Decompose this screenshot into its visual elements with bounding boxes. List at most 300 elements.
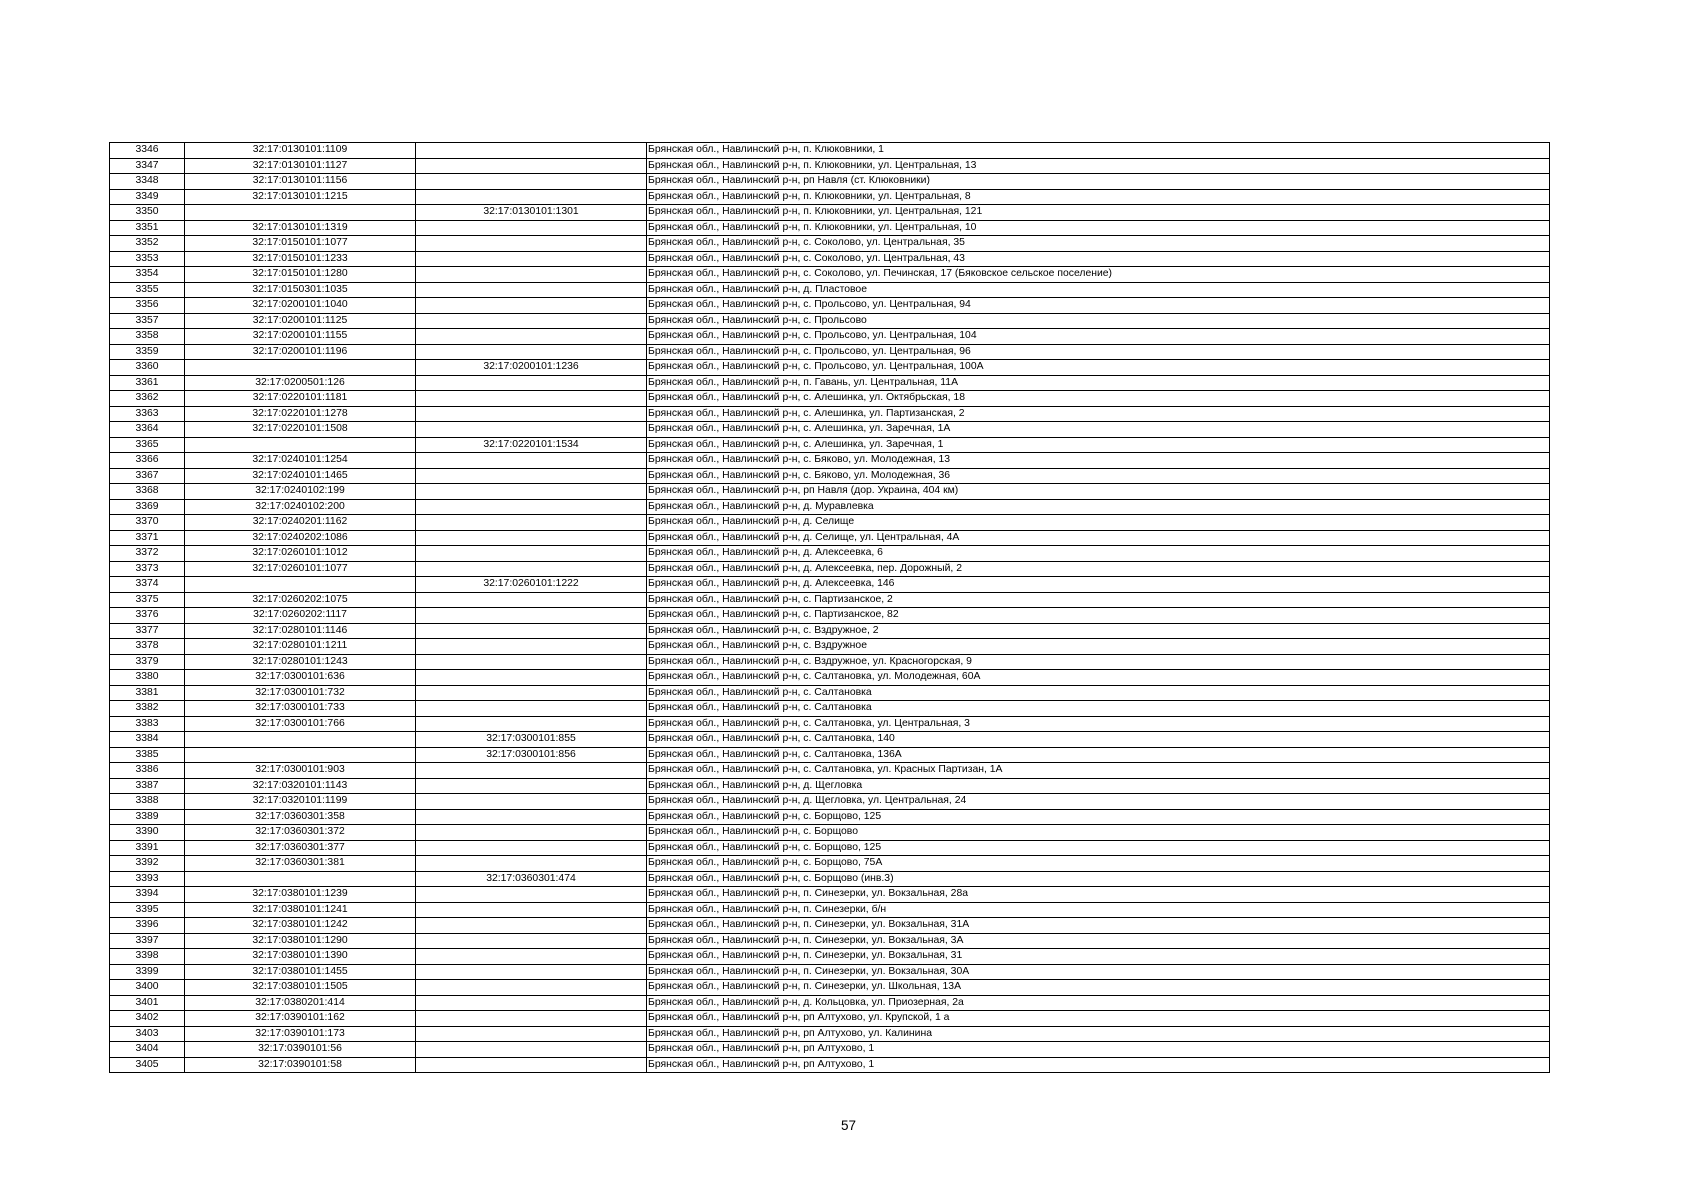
table-row <box>110 189 1550 205</box>
cadastral-number-cell: 32:17:0360301:377 <box>185 840 416 856</box>
table-row <box>110 422 1550 438</box>
cadastral-number-alt-cell <box>416 484 647 500</box>
cadastral-number-alt-cell <box>416 918 647 934</box>
table-row <box>110 825 1550 841</box>
row-number-cell: 3393 <box>110 871 185 887</box>
table-row <box>110 608 1550 624</box>
table-row <box>110 577 1550 593</box>
cadastral-number-alt-cell <box>416 236 647 252</box>
row-number-cell: 3374 <box>110 577 185 593</box>
row-number-cell: 3396 <box>110 918 185 934</box>
cadastral-number-alt-cell <box>416 1057 647 1073</box>
row-number-cell: 3395 <box>110 902 185 918</box>
cadastral-number-cell: 32:17:0130101:1319 <box>185 220 416 236</box>
cadastral-number-cell <box>185 732 416 748</box>
table-row <box>110 887 1550 903</box>
table-row <box>110 995 1550 1011</box>
cadastral-number-alt-cell <box>416 685 647 701</box>
cadastral-number-cell: 32:17:0360301:358 <box>185 809 416 825</box>
cadastral-number-alt-cell <box>416 220 647 236</box>
cadastral-number-cell: 32:17:0200501:126 <box>185 375 416 391</box>
table-row <box>110 623 1550 639</box>
address-cell: Брянская обл., Навлинский р-н, п. Синезерки, ул. Школьная, 13А <box>647 980 1550 996</box>
cadastral-number-alt-cell <box>416 468 647 484</box>
cadastral-number-alt-cell <box>416 251 647 267</box>
table-row <box>110 313 1550 329</box>
cadastral-number-cell: 32:17:0150101:1280 <box>185 267 416 283</box>
address-cell: Брянская обл., Навлинский р-н, рп Алтухово, ул. Крупской, 1 а <box>647 1011 1550 1027</box>
cadastral-number-alt-cell <box>416 794 647 810</box>
cadastral-number-alt-cell <box>416 670 647 686</box>
table-row <box>110 856 1550 872</box>
address-cell: Брянская обл., Навлинский р-н, п. Клюковники, ул. Центральная, 8 <box>647 189 1550 205</box>
cadastral-number-cell: 32:17:0150301:1035 <box>185 282 416 298</box>
address-cell: Брянская обл., Навлинский р-н, рп Алтухово, 1 <box>647 1042 1550 1058</box>
address-cell: Брянская обл., Навлинский р-н, с. Соколово, ул. Печинская, 17 (Бяковское сельское поселение) <box>647 267 1550 283</box>
cadastral-number-alt-cell <box>416 980 647 996</box>
cadastral-number-cell: 32:17:0240102:200 <box>185 499 416 515</box>
cadastral-number-cell <box>185 360 416 376</box>
table-row <box>110 360 1550 376</box>
table-row <box>110 143 1550 159</box>
cadastral-number-cell: 32:17:0220101:1181 <box>185 391 416 407</box>
cadastral-number-cell: 32:17:0300101:766 <box>185 716 416 732</box>
cadastral-number-alt-cell <box>416 344 647 360</box>
cadastral-number-cell <box>185 205 416 221</box>
address-cell: Брянская обл., Навлинский р-н, п. Клюковники, ул. Центральная, 13 <box>647 158 1550 174</box>
cadastral-number-alt-cell <box>416 778 647 794</box>
table-row <box>110 918 1550 934</box>
cadastral-number-alt-cell <box>416 189 647 205</box>
cadastral-number-cell <box>185 871 416 887</box>
address-cell: Брянская обл., Навлинский р-н, с. Салтановка, ул. Молодежная, 60А <box>647 670 1550 686</box>
cadastral-number-alt-cell <box>416 654 647 670</box>
cadastral-number-cell: 32:17:0240102:199 <box>185 484 416 500</box>
cadastral-number-alt-cell <box>416 1042 647 1058</box>
row-number-cell: 3379 <box>110 654 185 670</box>
table-row <box>110 732 1550 748</box>
cadastral-number-alt-cell <box>416 639 647 655</box>
row-number-cell: 3388 <box>110 794 185 810</box>
cadastral-number-cell: 32:17:0280101:1211 <box>185 639 416 655</box>
row-number-cell: 3381 <box>110 685 185 701</box>
row-number-cell: 3362 <box>110 391 185 407</box>
cadastral-number-alt-cell <box>416 546 647 562</box>
address-cell: Брянская обл., Навлинский р-н, с. Борщово, 125 <box>647 840 1550 856</box>
table-row <box>110 933 1550 949</box>
address-cell: Брянская обл., Навлинский р-н, с. Прольсово, ул. Центральная, 100А <box>647 360 1550 376</box>
cadastral-number-cell: 32:17:0390101:173 <box>185 1026 416 1042</box>
address-cell: Брянская обл., Навлинский р-н, с. Салтановка, ул. Красных Партизан, 1А <box>647 763 1550 779</box>
cadastral-number-cell: 32:17:0320101:1199 <box>185 794 416 810</box>
cadastral-number-cell: 32:17:0260202:1075 <box>185 592 416 608</box>
cadastral-number-alt-cell: 32:17:0200101:1236 <box>416 360 647 376</box>
row-number-cell: 3404 <box>110 1042 185 1058</box>
address-cell: Брянская обл., Навлинский р-н, с. Бяково, ул. Молодежная, 13 <box>647 453 1550 469</box>
address-cell: Брянская обл., Навлинский р-н, с. Борщово, 125 <box>647 809 1550 825</box>
table-row <box>110 794 1550 810</box>
table-row <box>110 980 1550 996</box>
table-row <box>110 561 1550 577</box>
address-cell: Брянская обл., Навлинский р-н, с. Прольсово, ул. Центральная, 94 <box>647 298 1550 314</box>
cadastral-number-cell: 32:17:0200101:1196 <box>185 344 416 360</box>
address-cell: Брянская обл., Навлинский р-н, с. Соколово, ул. Центральная, 35 <box>647 236 1550 252</box>
cadastral-number-alt-cell <box>416 856 647 872</box>
row-number-cell: 3402 <box>110 1011 185 1027</box>
cadastral-number-cell: 32:17:0390101:56 <box>185 1042 416 1058</box>
address-cell: Брянская обл., Навлинский р-н, д. Щегловка, ул. Центральная, 24 <box>647 794 1550 810</box>
table-row <box>110 205 1550 221</box>
address-cell: Брянская обл., Навлинский р-н, с. Соколово, ул. Центральная, 43 <box>647 251 1550 267</box>
table-row <box>110 546 1550 562</box>
table-row <box>110 453 1550 469</box>
table-row <box>110 468 1550 484</box>
table-row <box>110 484 1550 500</box>
row-number-cell: 3387 <box>110 778 185 794</box>
address-cell: Брянская обл., Навлинский р-н, рп Алтухово, ул. Калинина <box>647 1026 1550 1042</box>
row-number-cell: 3386 <box>110 763 185 779</box>
cadastral-number-alt-cell <box>416 158 647 174</box>
address-cell: Брянская обл., Навлинский р-н, с. Салтановка <box>647 685 1550 701</box>
address-cell: Брянская обл., Навлинский р-н, п. Клюковники, ул. Центральная, 121 <box>647 205 1550 221</box>
cadastral-number-cell: 32:17:0380101:1455 <box>185 964 416 980</box>
cadastral-number-cell: 32:17:0200101:1155 <box>185 329 416 345</box>
cadastral-number-alt-cell <box>416 840 647 856</box>
row-number-cell: 3382 <box>110 701 185 717</box>
table-row <box>110 499 1550 515</box>
address-cell: Брянская обл., Навлинский р-н, п. Синезерки, ул. Вокзальная, 31 <box>647 949 1550 965</box>
cadastral-number-alt-cell <box>416 329 647 345</box>
address-cell: Брянская обл., Навлинский р-н, с. Прольсово, ул. Центральная, 104 <box>647 329 1550 345</box>
row-number-cell: 3365 <box>110 437 185 453</box>
row-number-cell: 3399 <box>110 964 185 980</box>
cadastral-number-alt-cell <box>416 422 647 438</box>
cadastral-number-alt-cell <box>416 902 647 918</box>
cadastral-number-alt-cell <box>416 530 647 546</box>
registry-table-body <box>110 143 1550 1073</box>
table-row <box>110 344 1550 360</box>
address-cell: Брянская обл., Навлинский р-н, с. Алешинка, ул. Заречная, 1А <box>647 422 1550 438</box>
address-cell: Брянская обл., Навлинский р-н, д. Алексеевка, пер. Дорожный, 2 <box>647 561 1550 577</box>
row-number-cell: 3398 <box>110 949 185 965</box>
row-number-cell: 3391 <box>110 840 185 856</box>
table-row <box>110 220 1550 236</box>
cadastral-number-cell: 32:17:0380101:1505 <box>185 980 416 996</box>
table-row <box>110 592 1550 608</box>
row-number-cell: 3360 <box>110 360 185 376</box>
cadastral-number-alt-cell <box>416 949 647 965</box>
table-row <box>110 763 1550 779</box>
address-cell: Брянская обл., Навлинский р-н, п. Гавань, ул. Центральная, 11А <box>647 375 1550 391</box>
row-number-cell: 3355 <box>110 282 185 298</box>
cadastral-number-alt-cell <box>416 515 647 531</box>
cadastral-number-alt-cell <box>416 391 647 407</box>
cadastral-number-cell: 32:17:0280101:1146 <box>185 623 416 639</box>
table-row <box>110 1042 1550 1058</box>
cadastral-number-alt-cell <box>416 809 647 825</box>
row-number-cell: 3367 <box>110 468 185 484</box>
cadastral-number-cell: 32:17:0260101:1077 <box>185 561 416 577</box>
cadastral-number-alt-cell <box>416 174 647 190</box>
address-cell: Брянская обл., Навлинский р-н, рп Навля (ст. Клюковники) <box>647 174 1550 190</box>
address-cell: Брянская обл., Навлинский р-н, д. Алексеевка, 146 <box>647 577 1550 593</box>
cadastral-number-cell: 32:17:0200101:1125 <box>185 313 416 329</box>
row-number-cell: 3358 <box>110 329 185 345</box>
table-row <box>110 282 1550 298</box>
page-number: 57 <box>840 1118 857 1133</box>
row-number-cell: 3380 <box>110 670 185 686</box>
address-cell: Брянская обл., Навлинский р-н, д. Селище <box>647 515 1550 531</box>
row-number-cell: 3364 <box>110 422 185 438</box>
cadastral-number-cell: 32:17:0360301:381 <box>185 856 416 872</box>
table-row <box>110 406 1550 422</box>
cadastral-number-cell: 32:17:0300101:732 <box>185 685 416 701</box>
cadastral-number-alt-cell: 32:17:0360301:474 <box>416 871 647 887</box>
cadastral-number-alt-cell <box>416 298 647 314</box>
cadastral-number-alt-cell: 32:17:0300101:856 <box>416 747 647 763</box>
address-cell: Брянская обл., Навлинский р-н, п. Синезерки, б/н <box>647 902 1550 918</box>
cadastral-number-cell: 32:17:0130101:1156 <box>185 174 416 190</box>
cadastral-number-cell <box>185 747 416 763</box>
row-number-cell: 3378 <box>110 639 185 655</box>
address-cell: Брянская обл., Навлинский р-н, п. Клюковники, 1 <box>647 143 1550 159</box>
table-row <box>110 329 1550 345</box>
row-number-cell: 3354 <box>110 267 185 283</box>
address-cell: Брянская обл., Навлинский р-н, с. Партизанское, 82 <box>647 608 1550 624</box>
cadastral-number-cell: 32:17:0300101:733 <box>185 701 416 717</box>
address-cell: Брянская обл., Навлинский р-н, с. Салтановка, ул. Центральная, 3 <box>647 716 1550 732</box>
row-number-cell: 3403 <box>110 1026 185 1042</box>
address-cell: Брянская обл., Навлинский р-н, с. Бяково, ул. Молодежная, 36 <box>647 468 1550 484</box>
cadastral-number-cell: 32:17:0260202:1117 <box>185 608 416 624</box>
cadastral-number-alt-cell: 32:17:0260101:1222 <box>416 577 647 593</box>
cadastral-number-alt-cell <box>416 995 647 1011</box>
cadastral-number-cell: 32:17:0130101:1127 <box>185 158 416 174</box>
row-number-cell: 3356 <box>110 298 185 314</box>
address-cell: Брянская обл., Навлинский р-н, с. Борщово (инв.3) <box>647 871 1550 887</box>
cadastral-number-alt-cell <box>416 375 647 391</box>
table-row <box>110 1057 1550 1073</box>
cadastral-number-cell: 32:17:0380101:1390 <box>185 949 416 965</box>
row-number-cell: 3347 <box>110 158 185 174</box>
row-number-cell: 3369 <box>110 499 185 515</box>
cadastral-number-cell: 32:17:0240201:1162 <box>185 515 416 531</box>
address-cell: Брянская обл., Навлинский р-н, с. Салтановка, 140 <box>647 732 1550 748</box>
cadastral-number-alt-cell <box>416 592 647 608</box>
table-row <box>110 267 1550 283</box>
row-number-cell: 3375 <box>110 592 185 608</box>
cadastral-number-alt-cell <box>416 701 647 717</box>
table-row <box>110 298 1550 314</box>
cadastral-number-cell: 32:17:0380101:1290 <box>185 933 416 949</box>
address-cell: Брянская обл., Навлинский р-н, д. Муравлевка <box>647 499 1550 515</box>
cadastral-number-alt-cell <box>416 143 647 159</box>
address-cell: Брянская обл., Навлинский р-н, с. Борщово <box>647 825 1550 841</box>
cadastral-number-alt-cell: 32:17:0220101:1534 <box>416 437 647 453</box>
cadastral-number-alt-cell <box>416 406 647 422</box>
table-row <box>110 716 1550 732</box>
cadastral-number-alt-cell <box>416 499 647 515</box>
address-cell: Брянская обл., Навлинский р-н, д. Пластовое <box>647 282 1550 298</box>
table-row <box>110 778 1550 794</box>
table-row <box>110 840 1550 856</box>
row-number-cell: 3377 <box>110 623 185 639</box>
table-row <box>110 964 1550 980</box>
cadastral-number-cell: 32:17:0380101:1239 <box>185 887 416 903</box>
row-number-cell: 3372 <box>110 546 185 562</box>
address-cell: Брянская обл., Навлинский р-н, д. Алексеевка, 6 <box>647 546 1550 562</box>
row-number-cell: 3350 <box>110 205 185 221</box>
table-row <box>110 654 1550 670</box>
address-cell: Брянская обл., Навлинский р-н, с. Салтановка <box>647 701 1550 717</box>
cadastral-number-cell: 32:17:0300101:903 <box>185 763 416 779</box>
cadastral-number-cell: 32:17:0390101:162 <box>185 1011 416 1027</box>
address-cell: Брянская обл., Навлинский р-н, с. Алешинка, ул. Октябрьская, 18 <box>647 391 1550 407</box>
address-cell: Брянская обл., Навлинский р-н, с. Алешинка, ул. Заречная, 1 <box>647 437 1550 453</box>
table-row <box>110 670 1550 686</box>
row-number-cell: 3373 <box>110 561 185 577</box>
table-row <box>110 236 1550 252</box>
row-number-cell: 3349 <box>110 189 185 205</box>
cadastral-number-cell: 32:17:0150101:1233 <box>185 251 416 267</box>
address-cell: Брянская обл., Навлинский р-н, с. Салтановка, 136А <box>647 747 1550 763</box>
table-row <box>110 437 1550 453</box>
row-number-cell: 3361 <box>110 375 185 391</box>
row-number-cell: 3383 <box>110 716 185 732</box>
cadastral-number-alt-cell <box>416 453 647 469</box>
cadastral-number-alt-cell <box>416 608 647 624</box>
row-number-cell: 3348 <box>110 174 185 190</box>
address-cell: Брянская обл., Навлинский р-н, с. Прольсово, ул. Центральная, 96 <box>647 344 1550 360</box>
cadastral-number-cell: 32:17:0130101:1215 <box>185 189 416 205</box>
cadastral-number-cell: 32:17:0380101:1242 <box>185 918 416 934</box>
table-row <box>110 639 1550 655</box>
cadastral-number-cell: 32:17:0130101:1109 <box>185 143 416 159</box>
row-number-cell: 3371 <box>110 530 185 546</box>
table-row <box>110 902 1550 918</box>
cadastral-number-cell: 32:17:0150101:1077 <box>185 236 416 252</box>
row-number-cell: 3401 <box>110 995 185 1011</box>
row-number-cell: 3400 <box>110 980 185 996</box>
table-row <box>110 1026 1550 1042</box>
row-number-cell: 3394 <box>110 887 185 903</box>
cadastral-number-cell: 32:17:0200101:1040 <box>185 298 416 314</box>
table-row <box>110 530 1550 546</box>
row-number-cell: 3397 <box>110 933 185 949</box>
row-number-cell: 3385 <box>110 747 185 763</box>
table-row <box>110 701 1550 717</box>
row-number-cell: 3370 <box>110 515 185 531</box>
address-cell: Брянская обл., Навлинский р-н, п. Синезерки, ул. Вокзальная, 3А <box>647 933 1550 949</box>
cadastral-number-alt-cell <box>416 716 647 732</box>
row-number-cell: 3359 <box>110 344 185 360</box>
table-row <box>110 747 1550 763</box>
table-row <box>110 1011 1550 1027</box>
table-row <box>110 375 1550 391</box>
registry-table <box>109 142 1550 1073</box>
row-number-cell: 3368 <box>110 484 185 500</box>
address-cell: Брянская обл., Навлинский р-н, д. Кольцовка, ул. Приозерная, 2а <box>647 995 1550 1011</box>
row-number-cell: 3346 <box>110 143 185 159</box>
cadastral-number-alt-cell: 32:17:0130101:1301 <box>416 205 647 221</box>
cadastral-number-alt-cell <box>416 825 647 841</box>
cadastral-number-cell: 32:17:0220101:1508 <box>185 422 416 438</box>
table-row <box>110 949 1550 965</box>
cadastral-number-cell: 32:17:0390101:58 <box>185 1057 416 1073</box>
cadastral-number-cell: 32:17:0240101:1465 <box>185 468 416 484</box>
address-cell: Брянская обл., Навлинский р-н, с. Вздружное, ул. Красногорская, 9 <box>647 654 1550 670</box>
cadastral-number-alt-cell <box>416 964 647 980</box>
address-cell: Брянская обл., Навлинский р-н, рп Навля (дор. Украина, 404 км) <box>647 484 1550 500</box>
table-row <box>110 809 1550 825</box>
address-cell: Брянская обл., Навлинский р-н, п. Синезерки, ул. Вокзальная, 31А <box>647 918 1550 934</box>
row-number-cell: 3366 <box>110 453 185 469</box>
row-number-cell: 3351 <box>110 220 185 236</box>
table-row <box>110 685 1550 701</box>
row-number-cell: 3353 <box>110 251 185 267</box>
row-number-cell: 3405 <box>110 1057 185 1073</box>
row-number-cell: 3392 <box>110 856 185 872</box>
table-row <box>110 251 1550 267</box>
cadastral-number-alt-cell <box>416 313 647 329</box>
cadastral-number-cell: 32:17:0220101:1278 <box>185 406 416 422</box>
address-cell: Брянская обл., Навлинский р-н, п. Клюковники, ул. Центральная, 10 <box>647 220 1550 236</box>
cadastral-number-alt-cell <box>416 763 647 779</box>
address-cell: Брянская обл., Навлинский р-н, с. Прольсово <box>647 313 1550 329</box>
row-number-cell: 3357 <box>110 313 185 329</box>
row-number-cell: 3352 <box>110 236 185 252</box>
cadastral-number-cell: 32:17:0380101:1241 <box>185 902 416 918</box>
address-cell: Брянская обл., Навлинский р-н, рп Алтухово, 1 <box>647 1057 1550 1073</box>
cadastral-number-alt-cell <box>416 282 647 298</box>
address-cell: Брянская обл., Навлинский р-н, д. Селище, ул. Центральная, 4А <box>647 530 1550 546</box>
address-cell: Брянская обл., Навлинский р-н, с. Вздружное <box>647 639 1550 655</box>
cadastral-number-cell <box>185 577 416 593</box>
address-cell: Брянская обл., Навлинский р-н, с. Алешинка, ул. Партизанская, 2 <box>647 406 1550 422</box>
cadastral-number-alt-cell <box>416 267 647 283</box>
cadastral-number-alt-cell <box>416 623 647 639</box>
row-number-cell: 3376 <box>110 608 185 624</box>
cadastral-number-alt-cell: 32:17:0300101:855 <box>416 732 647 748</box>
cadastral-number-cell: 32:17:0380201:414 <box>185 995 416 1011</box>
cadastral-number-alt-cell <box>416 561 647 577</box>
cadastral-number-alt-cell <box>416 887 647 903</box>
table-row <box>110 158 1550 174</box>
row-number-cell: 3363 <box>110 406 185 422</box>
address-cell: Брянская обл., Навлинский р-н, с. Вздружное, 2 <box>647 623 1550 639</box>
row-number-cell: 3390 <box>110 825 185 841</box>
address-cell: Брянская обл., Навлинский р-н, п. Синезерки, ул. Вокзальная, 28а <box>647 887 1550 903</box>
address-cell: Брянская обл., Навлинский р-н, с. Борщово, 75А <box>647 856 1550 872</box>
cadastral-number-cell: 32:17:0260101:1012 <box>185 546 416 562</box>
row-number-cell: 3384 <box>110 732 185 748</box>
row-number-cell: 3389 <box>110 809 185 825</box>
cadastral-number-alt-cell <box>416 1011 647 1027</box>
cadastral-number-cell: 32:17:0300101:636 <box>185 670 416 686</box>
cadastral-number-cell: 32:17:0360301:372 <box>185 825 416 841</box>
table-row <box>110 174 1550 190</box>
cadastral-number-cell: 32:17:0280101:1243 <box>185 654 416 670</box>
address-cell: Брянская обл., Навлинский р-н, д. Щегловка <box>647 778 1550 794</box>
cadastral-number-alt-cell <box>416 1026 647 1042</box>
table-row <box>110 391 1550 407</box>
cadastral-number-cell: 32:17:0320101:1143 <box>185 778 416 794</box>
address-cell: Брянская обл., Навлинский р-н, с. Партизанское, 2 <box>647 592 1550 608</box>
address-cell: Брянская обл., Навлинский р-н, п. Синезерки, ул. Вокзальная, 30А <box>647 964 1550 980</box>
table-row <box>110 515 1550 531</box>
cadastral-number-alt-cell <box>416 933 647 949</box>
cadastral-number-cell: 32:17:0240202:1086 <box>185 530 416 546</box>
